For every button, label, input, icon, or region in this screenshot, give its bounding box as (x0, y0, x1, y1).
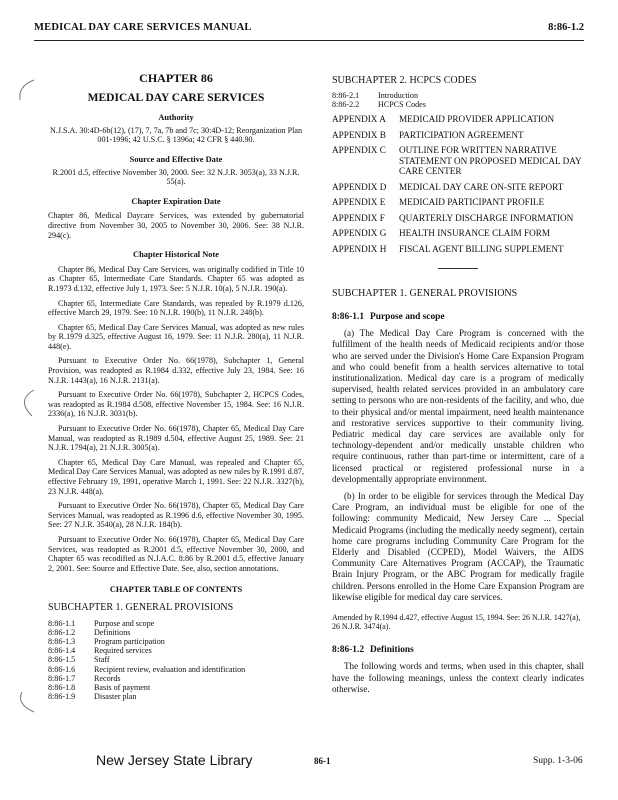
chapter-title: MEDICAL DAY CARE SERVICES (87, 91, 265, 104)
toc-item: 8:86-1.9 Disaster plan (48, 692, 137, 702)
history-paragraph: Pursuant to Executive Order No. 66(1978), Subchapter 2, HCPCS Codes, was readopted as R.1984 d.508, effective November 15, 1984. See: 16 N.J.R. 2336(a), 16 N.J.R. 3031(b). (48, 390, 304, 419)
appendix-item: APPENDIX G HEALTH INSURANCE CLAIM FORM (332, 228, 551, 238)
subchapter-1-heading: SUBCHAPTER 1. GENERAL PROVISIONS (332, 288, 518, 299)
appendix-list (332, 114, 584, 254)
historical-note-heading: Chapter Historical Note (133, 250, 219, 260)
history-paragraph: Pursuant to Executive Order No. 66(1978), Subchapter 1, General Provision, was readopted as R.1984 d.332, effective July 23, 1984. See: 16 N.J.R. 1443(a), 16 N.J.R. 2131(a). (48, 356, 304, 385)
toc-item: 8:86-2.2 HCPCS Codes (332, 99, 426, 109)
history-paragraph: Chapter 65, Medical Day Care Manual, was repealed and Chapter 65, Medical Day Care Services Manual, was adopted as new rules by R.1991 d.87, effective February 19, 1991, operative March 1, 1991. See: 22 N.J.R. 3327(b), 23 N.J.R. 448(a). (48, 457, 304, 496)
appendix-item: APPENDIX C OUTLINE FOR WRITTEN NARRATIVE STATEMENT ON PROPOSED MEDICAL DAY CARE CENTER (332, 145, 582, 176)
running-header (34, 18, 584, 41)
expiration-heading: Chapter Expiration Date (131, 196, 221, 206)
section-heading: 8:86-1.2 Definitions (332, 644, 414, 655)
appendix-item: APPENDIX H FISCAL AGENT BILLING SUPPLEMENT (332, 243, 564, 254)
appendix-item: APPENDIX F QUARTERLY DISCHARGE INFORMATION (332, 212, 574, 223)
toc-item: 8:86-2.1 Introduction (332, 90, 419, 100)
left-column (48, 70, 304, 701)
appendix-item: APPENDIX B PARTICIPATION AGREEMENT (332, 129, 524, 140)
punch-mark-icon (14, 388, 40, 418)
appendix-item: APPENDIX E MEDICAID PARTICIPANT PROFILE (332, 197, 545, 207)
authority-text: N.J.S.A. 30:4D-6b(12), (17), 7, 7a, 7b and 7c; 30:4D-12; Reorganization Plan 001-1996; 42 U.S.C. § 1396a; 42 CFR § 440.90. (49, 125, 303, 145)
chapter-number: CHAPTER 86 (139, 71, 213, 85)
toc-item: 8:86-1.2 Definitions (48, 627, 131, 637)
source-heading: Source and Effective Date (129, 154, 223, 164)
punch-mark-icon (14, 78, 40, 104)
toc-item: 8:86-1.5 Staff (48, 655, 110, 665)
section-heading: 8:86-1.1 Purpose and scope (332, 311, 445, 322)
toc-item: 8:86-1.7 Records (48, 673, 121, 683)
toc-item: 8:86-1.8 Basis of payment (48, 682, 151, 692)
header-title: MEDICAL DAY CARE SERVICES MANUAL (34, 22, 252, 33)
toc-heading: CHAPTER TABLE OF CONTENTS (109, 585, 243, 595)
history-paragraph: Chapter 65, Medical Day Care Services Manual, was adopted as new rules by R.1979 d.325, effective August 16, 1979. See: 11 N.J.R. 280(a), 11 N.J.R. 448(e). (48, 322, 304, 351)
history-paragraph: Chapter 86, Medical Day Care Services, was originally codified in Title 10 as Chapter 65, Intermediate Care Standards. Chapter 65 was adopted as R.1973 d.132, effective July 1, 1973. See: 5 N.J.R. 10(a), 5 N.J.R. 190(a). (48, 264, 304, 293)
supplement-date: Supp. 1-3-06 (533, 756, 583, 766)
toc-item: 8:86-1.3 Program participation (48, 636, 165, 646)
toc-subchapter-1: SUBCHAPTER 1. GENERAL PROVISIONS (48, 601, 234, 613)
appendix-item: APPENDIX D MEDICAL DAY CARE ON-SITE REPORT (332, 181, 564, 192)
history-paragraph: Chapter 65, Intermediate Care Standards, was repealed by R.1979 d.126, effective March 29, 1979. See: 10 N.J.R. 190(b), 11 N.J.R. 248(b). (48, 298, 304, 318)
history-paragraph: Pursuant to Executive Order No. 66(1978), Chapter 65, Medical Day Care Manual, was readopted as R.1989 d.504, effective August 25, 1989. See: 21 N.J.R. 1794(a), 21 N.J.R. 3005(a). (48, 424, 304, 453)
right-column (332, 76, 584, 695)
source-text: R.2001 d.5, effective November 30, 2000. See: 32 N.J.R. 3053(a), 33 N.J.R. 55(a). (52, 167, 300, 187)
amendment-note: Amended by R.1994 d.427, effective August 15, 1994. See: 26 N.J.R. 1427(a), 26 N.J.R. 3474(a). (332, 613, 581, 632)
toc-subchapter-2: SUBCHAPTER 2. HCPCS CODES (332, 75, 477, 86)
section-paragraph: (a) The Medical Day Care Program is concerned with the fulfillment of the health needs of Medicaid recipients and/or those who are served under the Division's Home Care Expansion Program and who could benefit from a health services alternative to total institutionalization. Medical day care is a program of medically supervised, health related services provided in an ambulatory care setting to persons who are non-residents of the facility, and who, due to their physical and/or mental impairment, need health maintenance and restorative services supportive to their community living. Pediatric medical day care services are available only for technology-dependent and/or medically unstable children who require continuous, rather than part-time or intermittent, care of a licensed practical or registered professional nurse in a developmentally appropriate environment. (332, 328, 584, 484)
toc-item: 8:86-1.1 Purpose and scope (48, 618, 155, 628)
history-paragraph: Pursuant to Executive Order No. 66(1978), Chapter 65, Medical Day Care Services, was readopted as R.2001 d.5, effective November 30, 2000, and Chapter 65 was recodified as N.J.A.C. 8:86 by R.2001 d.5, effective January 2, 2001. See: Source and Effective Date. See, also, section annotations. (48, 534, 304, 573)
history-paragraph: Pursuant to Executive Order No. 66(1978), Chapter 65, Medical Day Care Services Manual, was readopted as R.1996 d.6, effective November 30, 1995. See: 27 N.J.R. 3540(a), 28 N.J.R. 184(b). (48, 501, 304, 530)
toc-item: 8:86-1.4 Required services (48, 646, 152, 656)
expiration-text: Chapter 86, Medical Daycare Services, was extended by gubernatorial directive from November 30, 2005 to November 30, 2006. See: 38 N.J.R. 294(c). (48, 211, 304, 240)
section-paragraph: (b) In order to be eligible for services through the Medical Day Care Program, an individual must be eligible for one of the following: community Medicaid, New Jersey Care ... Special Medicaid Programs (including the medically needy segment), certain home care programs including Community Care Program for the Elderly and Disabled (CCPED), Model Waivers, the AIDS Community Care Alternatives Program (ACCAP), the Traumatic Brain Injury Program, or the ABC Program for medically fragile children. Persons enrolled in the Home Care Expansion Program are likewise eligible for medical day care services. (332, 491, 584, 602)
library-stamp: New Jersey State Library (96, 752, 253, 768)
page-number: 86-1 (314, 756, 331, 766)
toc-item: 8:86-1.6 Recipient review, evaluation and identification (48, 664, 246, 674)
appendix-item: APPENDIX A MEDICAID PROVIDER APPLICATION (332, 114, 555, 124)
authority-heading: Authority (158, 113, 194, 123)
page-footer (0, 752, 618, 782)
toc-list (48, 619, 304, 702)
section-divider (438, 268, 478, 269)
header-section-number: 8:86-1.2 (548, 22, 584, 33)
punch-mark-icon (14, 690, 40, 716)
section-paragraph: The following words and terms, when used in this chapter, shall have the following meanings, unless the context clearly indicates otherwise. (332, 661, 584, 694)
